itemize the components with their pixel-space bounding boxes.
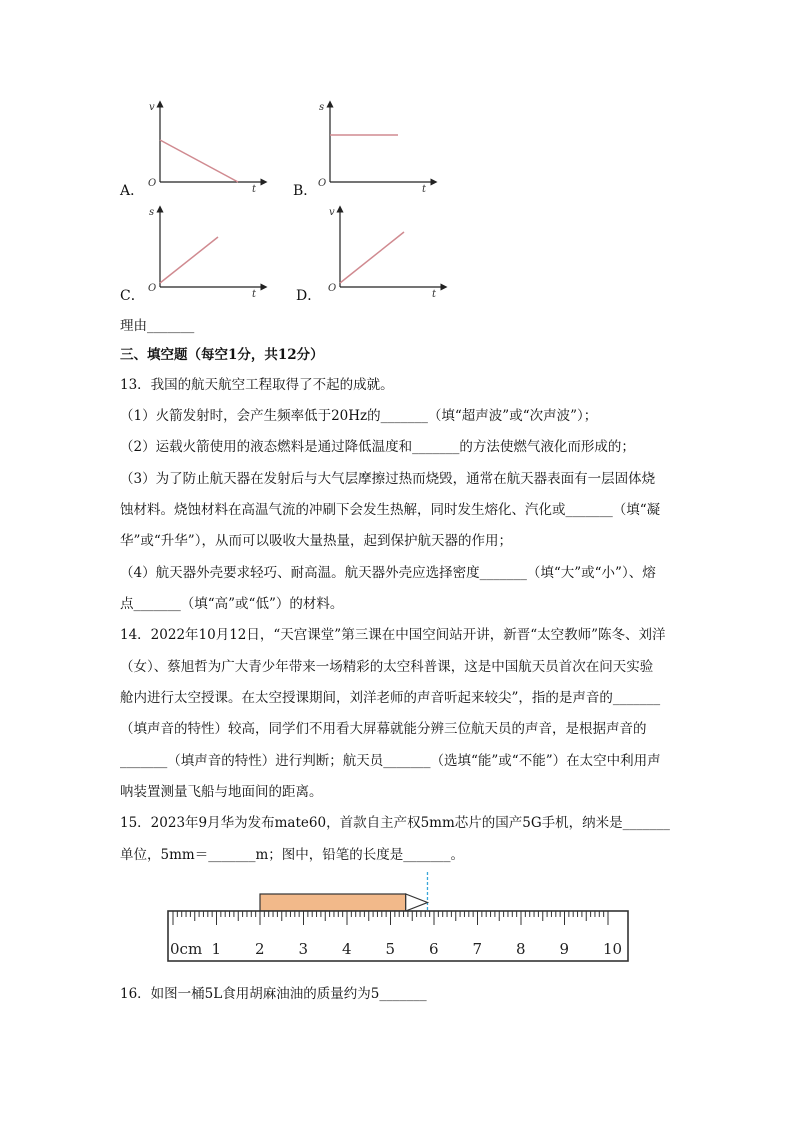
graph-line-a — [160, 140, 238, 182]
option-c-label: C． — [120, 288, 145, 304]
q13-part4-line2: 点_______（填“高”或“低”）的材料。 — [120, 596, 344, 612]
pencil-body — [260, 894, 406, 911]
ruler-tick-label: 1 — [211, 940, 222, 958]
option-c-graph — [140, 203, 270, 302]
ruler-tick-label: 10 — [603, 940, 623, 958]
q14-line2: （女）、蔡旭哲为广大青少年带来一场精彩的太空科普课，这是中国航天员首次在问天实验 — [120, 659, 654, 675]
reason-line: 理由_______ — [120, 318, 195, 334]
axis-label-v: v — [149, 102, 155, 113]
svg-text:O: O — [148, 283, 157, 294]
q13-part1: （1）火箭发射时，会产生频率低于20Hz的_______（填“超声波”或“次声波”）； — [120, 408, 598, 424]
ruler-tick-label: 2 — [255, 940, 265, 958]
q15-line1: 15．2023年9月华为发布mate60，首款自主产权5mm芯片的国产5G手机，纳米是_______ — [120, 815, 670, 831]
section-title: 三、填空题（每空1分，共12分） — [120, 347, 324, 363]
ruler-tick-label: 6 — [429, 940, 439, 958]
ruler-tick-label: 8 — [516, 940, 526, 958]
svg-text:v: v — [329, 207, 335, 218]
origin-label: O — [148, 178, 157, 189]
q14-line1: 14．2022年10月12日，“天宫课堂”第三课在中国空间站开讲，新晋“太空教师”陈冬、刘洋 — [120, 627, 666, 643]
ruler-tick-label: 7 — [472, 940, 483, 958]
option-d-graph — [320, 203, 450, 302]
svg-text:t: t — [422, 184, 427, 193]
q13-part3-line3: 华”或“升华”），从而可以吸收大量热量，起到保护航天器的作用； — [120, 533, 512, 549]
q14-line3: 舱内进行太空授课。在太空授课期间，刘洋老师的声音听起来较尖”，指的是声音的_______ — [120, 690, 661, 706]
svg-text:O: O — [318, 178, 327, 189]
option-a-graph — [140, 98, 270, 197]
graph-line-c — [160, 237, 218, 283]
option-a-label: A． — [120, 183, 145, 199]
axis-label-t: t — [252, 184, 257, 193]
q13-stem: 13．我国的航天航空工程取得了不起的成就。 — [120, 377, 394, 393]
q13-part2: （2）运载火箭使用的液态燃料是通过降低温度和_______的方法使燃气液化而形成的； — [120, 439, 635, 455]
ruler-tick-label: 5 — [385, 940, 396, 958]
ruler-unit-label: 0cm — [170, 940, 203, 958]
svg-text:O: O — [328, 283, 337, 294]
option-b-label: B． — [293, 183, 318, 199]
svg-text:t: t — [432, 289, 437, 298]
q15-line2: 单位，5mm＝_______m；图中，铅笔的长度是_______。 — [120, 847, 464, 863]
q14-line6: 呐装置测量飞船与地面间的距离。 — [120, 784, 323, 800]
q14-line5: _______（填声音的特性）进行判断；航天员_______（选填“能”或“不能”）在太空中利用声 — [120, 753, 661, 769]
q13-part4-line1: （4）航天器外壳要求轻巧、耐高温。航天器外壳应选择密度_______（填“大”或“小”）、熔 — [120, 565, 656, 581]
svg-text:t: t — [252, 289, 257, 298]
ruler-tick-label: 4 — [342, 940, 352, 958]
option-d-label: D． — [296, 288, 322, 304]
option-b-graph — [310, 98, 440, 197]
q13-part3-line1: （3）为了防止航天器在发射后与大气层摩擦过热而烧毁，通常在航天器表面有一层固体烧 — [120, 471, 656, 487]
pencil-tip — [406, 894, 428, 911]
svg-text:s: s — [149, 207, 155, 218]
ruler-tick-label: 3 — [298, 940, 309, 958]
ruler-figure — [160, 868, 640, 970]
svg-text:s: s — [319, 102, 325, 113]
q14-line4: （填声音的特性）较高，同学们不用看大屏幕就能分辨三位航天员的声音，是根据声音的 — [120, 721, 647, 737]
ruler-tick-label: 9 — [559, 940, 570, 958]
q16-line1: 16．如图一桶5L食用胡麻油油的质量约为5_______ — [120, 986, 427, 1002]
q13-part3-line2: 蚀材料。烧蚀材料在高温气流的冲刷下会发生热解，同时发生熔化、汽化或_______（填“凝 — [120, 502, 661, 518]
graph-line-d — [340, 232, 404, 283]
